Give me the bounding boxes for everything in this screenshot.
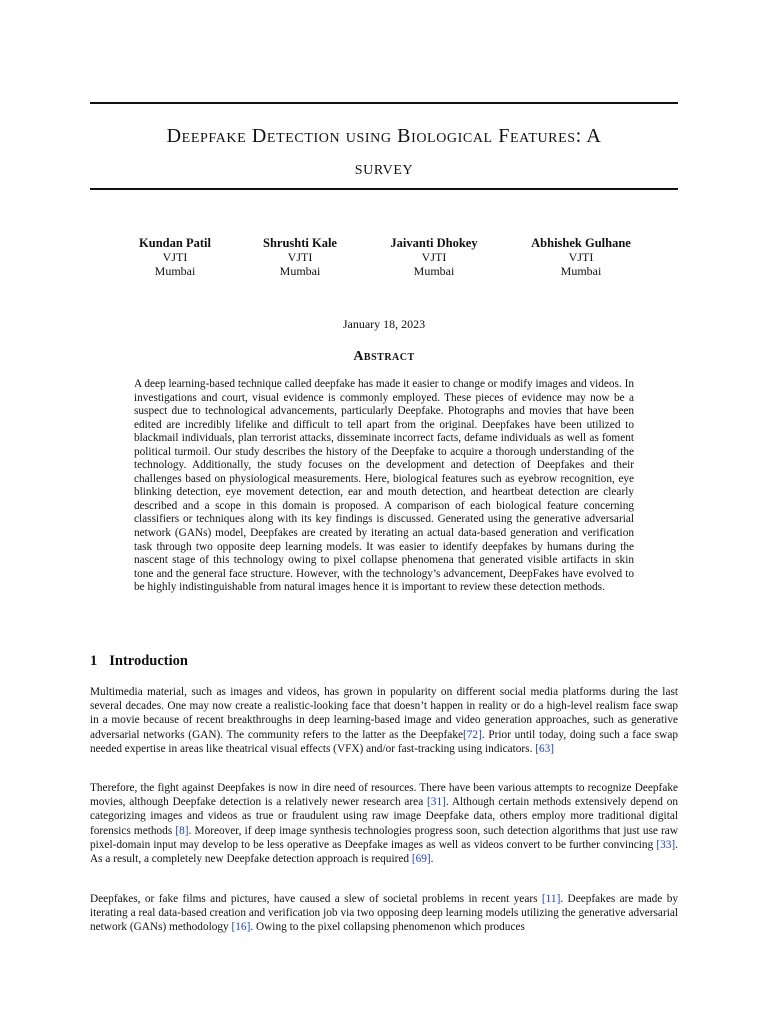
author-name: Shrushti Kale <box>263 236 337 250</box>
abstract-heading: Abstract <box>353 349 415 364</box>
body-paragraph <box>90 892 678 935</box>
author-list <box>0 236 768 282</box>
section-heading <box>90 653 188 670</box>
body-paragraph <box>90 781 678 866</box>
title-line-1: Deepfake Detection using Biological Features: A <box>166 125 602 147</box>
paragraph-text: Therefore, the fight against Deepfakes is now in dire need of resources. There have been various attempts to recognize Deepfake movies, although Deepfake detection is a relatively newer research area <box>90 782 678 809</box>
title-line-2: survey <box>354 157 414 179</box>
author-block <box>225 236 375 278</box>
paragraph-text: . Although certain methods extensively depend on categorizing images and videos as true or fraudulent using raw image Deepfake data, others employ more traditional digital forensics methods <box>90 796 678 837</box>
section-title: Introduction <box>109 653 188 669</box>
paper-title <box>90 120 678 184</box>
author-affiliation: VJTI <box>568 250 594 264</box>
title-top-rule <box>90 102 678 104</box>
citation-link[interactable]: [ 11 ] <box>542 893 560 905</box>
citation-link[interactable]: [ 33 ] <box>656 839 675 851</box>
title-bottom-rule <box>90 188 678 190</box>
paragraph-text: Multimedia material, such as images and videos, has grown in popularity on different social media platforms during the last several decades. One may now create a realistic-looking face that doesn’t happen in reality or do a high-level realism face swap in a movie because of recent breakthroughs in deep learning-based image and video generation approaches, such as generative adversarial networks (GAN). The community refers to the latter as the Deepfake <box>90 686 678 741</box>
paragraph-text: . As a result, a completely new Deepfake detection approach is required <box>90 838 678 866</box>
paragraph-text: . Moreover, if deep image synthesis technologies progress soon, such detection algorithms that just use raw pixel-domain input may develop to be less operative as Deepfake images as well as videos convert to be further convincing <box>90 824 678 851</box>
paragraph-text: . <box>430 853 434 866</box>
author-affiliation: VJTI <box>421 250 447 264</box>
author-city: Mumbai <box>413 264 455 278</box>
author-affiliation: VJTI <box>162 250 188 264</box>
body-paragraph <box>90 685 678 756</box>
author-block <box>359 236 509 278</box>
paragraph-text: . Owing to the pixel collapsing phenomenon which produces <box>250 921 525 934</box>
author-name: Kundan Patil <box>139 236 211 250</box>
citation-link[interactable]: [ 72 ] <box>463 729 482 741</box>
section-number: 1 <box>90 653 98 669</box>
citation-link[interactable]: [ 8 ] <box>175 825 188 837</box>
author-city: Mumbai <box>279 264 321 278</box>
paragraph-text: . Deepfakes are made by iterating a real data-based creation and verification job via two opposing deep learning models utilizing the generative adversarial network (GANs) methodology <box>90 893 678 934</box>
citation-link[interactable]: [ 69 ] <box>412 853 431 865</box>
publication-date: January 18, 2023 <box>342 317 426 331</box>
citation-link[interactable]: [ 63 ] <box>535 743 554 755</box>
author-city: Mumbai <box>560 264 602 278</box>
author-city: Mumbai <box>154 264 196 278</box>
paragraph-text: Deepfakes, or fake films and pictures, have caused a slew of societal problems in recent years <box>90 893 542 905</box>
author-block <box>506 236 656 278</box>
citation-link[interactable]: [ 16 ] <box>232 921 251 933</box>
paragraph-text: . Prior until today, doing such a face swap needed expertise in areas like theatrical visual effects (VFX) and/or fast-tracking using indicators. <box>90 728 678 755</box>
author-affiliation: VJTI <box>287 250 313 264</box>
citation-link[interactable]: [ 31 ] <box>427 796 446 808</box>
author-name: Abhishek Gulhane <box>531 236 631 250</box>
author-name: Jaivanti Dhokey <box>390 236 478 250</box>
abstract-text: A deep learning-based technique called deepfake has made it easier to change or modify images and videos. In investigations and court, visual evidence is commonly employed. These pieces of evidence may now be a suspect due to technological advancements, particularly Deepfake. Photographs and movies that have been edited are incredibly lifelike and difficult to tell apart from the original. Deepfakes have been utilized to blackmail individuals, plan terrorist attacks, disseminate incorrect facts, defame individuals as well as foment political turmoil. Our study describes the history of the Deepfake to acquire a thorough understanding of the technology. Additionally, the study focuses on the development and detection of Deepfakes and their challenges based on physiological measurements. Here, biological features such as eyebrow recognition, eye blinking detection, eye movement detection, ear and mouth detection, and heartbeat detection are clearly described and a scope in this domain is proposed. A comparison of each biological feature concerning classifiers or techniques along with its key findings is discussed. Generated using the generative adversarial network (GANs) model, Deepfakes are created by iterating an actual data-based generation and verification task through two opposite deep learning models. It was easier to identify deepfakes by humans during the nascent stage of this technology owing to pixel collapse phenomena that generated visible artifacts in skin tone and the general face structure. However, with the technology’s advancement, DeepFakes have evolved to be highly indistinguishable from natural images hence it is important to review these detection methods. <box>134 378 635 594</box>
